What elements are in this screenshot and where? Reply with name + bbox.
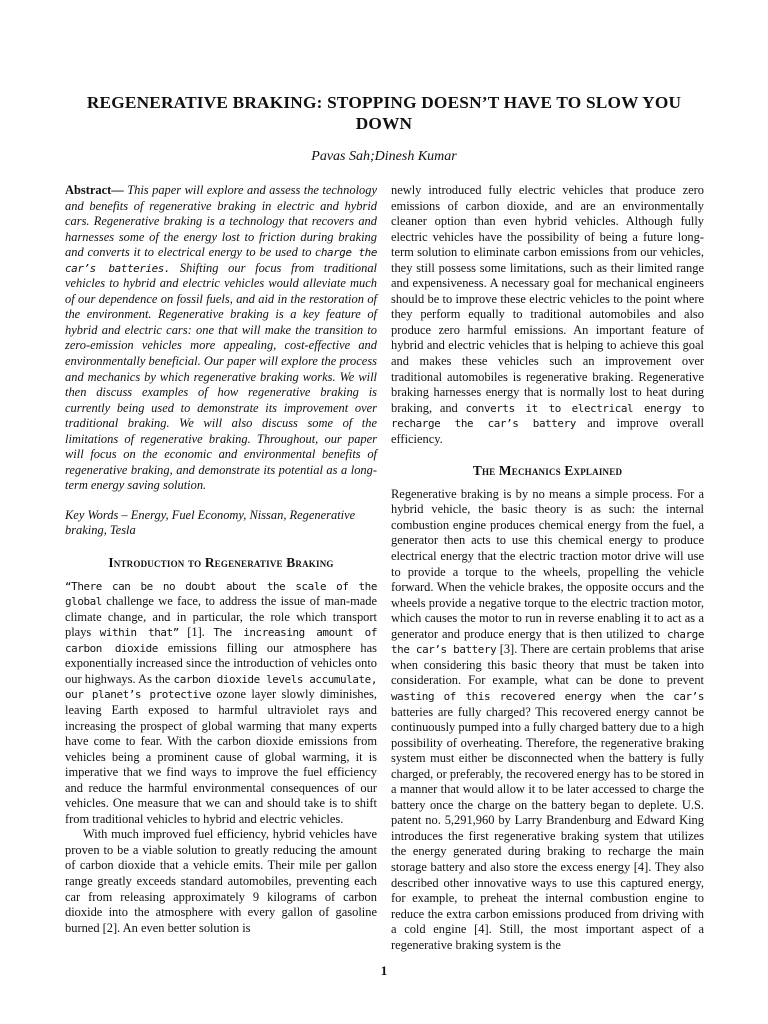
section-heading-introduction: Introduction to Regenerative Braking	[108, 555, 334, 571]
intro-quote: “There can be no doubt about the scale of the global	[65, 579, 377, 609]
intro-text: emissions filling our atmosphere has exponentially increased since the introduction of vehicles onto our highways. As the	[65, 640, 378, 686]
paper-authors: Pavas Sah;Dinesh Kumar	[311, 149, 457, 164]
intro-text-mono: The increasing amount of carbon dioxide	[65, 626, 377, 655]
right-column	[391, 183, 704, 953]
mechanics-text-mono: to charge the car’s battery	[391, 627, 704, 657]
mechanics-text: [3]. There are certain problems that arise when considering this basic theory that must be taken into consideration. For example, what can be done to prevent	[391, 642, 704, 688]
intro-text-mono: within that”	[99, 626, 179, 640]
introduction-paragraph-2-continued	[391, 183, 704, 447]
abstract-text: This paper will explore and assess the technology and benefits of regenerative braking in electric and hybrid cars. Regenerative braking is a technology that recovers and harnesses some of the energy lost to friction during braking and converts it to electrical energy to be used to c	[65, 183, 377, 260]
intro-text: newly introduced fully electric vehicles that produce zero emissions of carbon dioxide, and are an environmentally cleaner option than even hybrid vehicles. Although fully electric vehicles have the possibility of being a future long-term solution to eliminate carbon emissions from our vehicles, they still possess some limitations, such as their limited range and expensiveness. A necessary goal for mechanical engineers should be to improve these electric vehicles to the point where they perform equally to traditional automobiles and also produce zero harmful emissions. An important feature of hybrid and electric vehicles that is helping to achieve this goal and makes these vehicles such an improvement over traditional automobiles is regenerative braking. Regenerative braking harnesses energy that is normally lost to heat during braking, and	[391, 183, 704, 415]
introduction-paragraph-2: With much improved fuel efficiency, hybrid vehicles have proven to be a viable solution to greatly reducing the amount of carbon dioxide that a vehicle emits. Their mile per gallon range greatly exceeds standard automobiles, preventing each car from releasing approximately 9 kilograms of carbon dioxide into the atmosphere with every gallon of gasoline burned [2]. An even better solution is	[65, 827, 377, 935]
section-heading-mechanics: The Mechanics Explained	[472, 463, 623, 479]
mechanics-text: batteries are fully charged? This recovered energy cannot be continuously pumped into a fully charged battery due to a high possibility of overheating. Therefore, the regenerative braking system must either be disconnected when the battery is fully charged, or preferably, the recovered energy has to be stored in a manner that would allow it to be later accessed to charge the battery once the charge on the battery began to deplete. U.S. patent no. 5,291,960 by Larry Brandenburg and Edward King introduces the first regenerative braking system that utilizes the energy generated during braking to recharge the main storage battery and also store the excess energy [4]. They also described other innovative ways to use this captured energy, for example, to preheat the internal combustion engine to reduce the extra carbon emissions produced from driving with a cold engine [4]. Still, the most important aspect of a regenerative braking system is the	[391, 704, 704, 952]
abstract-label: Abstract—	[65, 183, 124, 197]
intro-text-mono: converts it to electrical energy to recharge the car’s battery	[391, 401, 704, 431]
abstract-text-cont: Shifting our focus from traditional vehicles to hybrid and electric vehicles would alleviate much of our dependence on fossil fuels, and aid in the restoration of the environment. Regenerative braking is a key feature of hybrid and electric cars: one that will make the transition to zero-emission vehicles more appealing, cost-effective and environmentally beneficial. Our paper will explore the process and mechanics by which regenerative braking works. We will then discuss examples of how regenerative braking is currently being used to demonstrate its improvement over traditional braking. We will also discuss some of the limitations of regenerative braking. Throughout, our paper will focus on the economic and environmental benefits of regenerative braking, and demonstrate its potential as a long-term energy saving solution.	[65, 260, 377, 493]
mechanics-paragraph	[391, 487, 704, 953]
mechanics-text-mono: wasting of this recovered energy when the car’s	[391, 689, 704, 703]
abstract-text-mono: harge the car’s batteries.	[65, 246, 377, 275]
intro-text: and improve overall efficiency.	[391, 416, 704, 446]
mechanics-text: Regenerative braking is by no means a simple process. For a hybrid vehicle, the basic theory is as such: the internal combustion engine produces chemical energy from the fuel, a generator then acts to use this chemical energy to produce electrical energy that the electric traction motor drive will use to provide a torque to the wheels, propelling the vehicle forward. When the vehicle brakes, the opposite occurs and the wheels provide a negative torque to the electric traction motor, which causes the motor to run in reverse enabling it to act as a generator and produce energy that is then utilized	[391, 486, 704, 641]
intro-text-mono: carbon dioxide levels accumulate, our planet’s protective	[65, 672, 377, 702]
intro-text: ozone layer slowly diminishes, leaving Earth exposed to harmful ultraviolet rays and increasing the prospect of global warming that many experts have come to fear. With the carbon dioxide emissions from vehicles being a prominent cause of global warming, it is imperative that we find ways to improve the fuel efficiency and reduce the harmful environmental consequences of our vehicles. One measure that we can and should take is to shift from traditional vehicles to hybrid and electric vehicles.	[65, 687, 377, 826]
left-column	[65, 183, 377, 936]
abstract	[65, 183, 377, 494]
paper-title: REGENERATIVE BRAKING: STOPPING DOESN’T HAVE TO SLOW YOU DOWN	[86, 93, 682, 133]
keywords: Key Words – Energy, Fuel Economy, Nissan, Regenerative braking, Tesla	[65, 507, 356, 538]
intro-text: challenge we face, to address the issue of man-made climate change, and in particular, the role which transport plays	[65, 594, 377, 640]
intro-text: [1].	[178, 625, 214, 640]
introduction-paragraph-1	[65, 579, 377, 828]
page-number: 1	[380, 963, 388, 978]
